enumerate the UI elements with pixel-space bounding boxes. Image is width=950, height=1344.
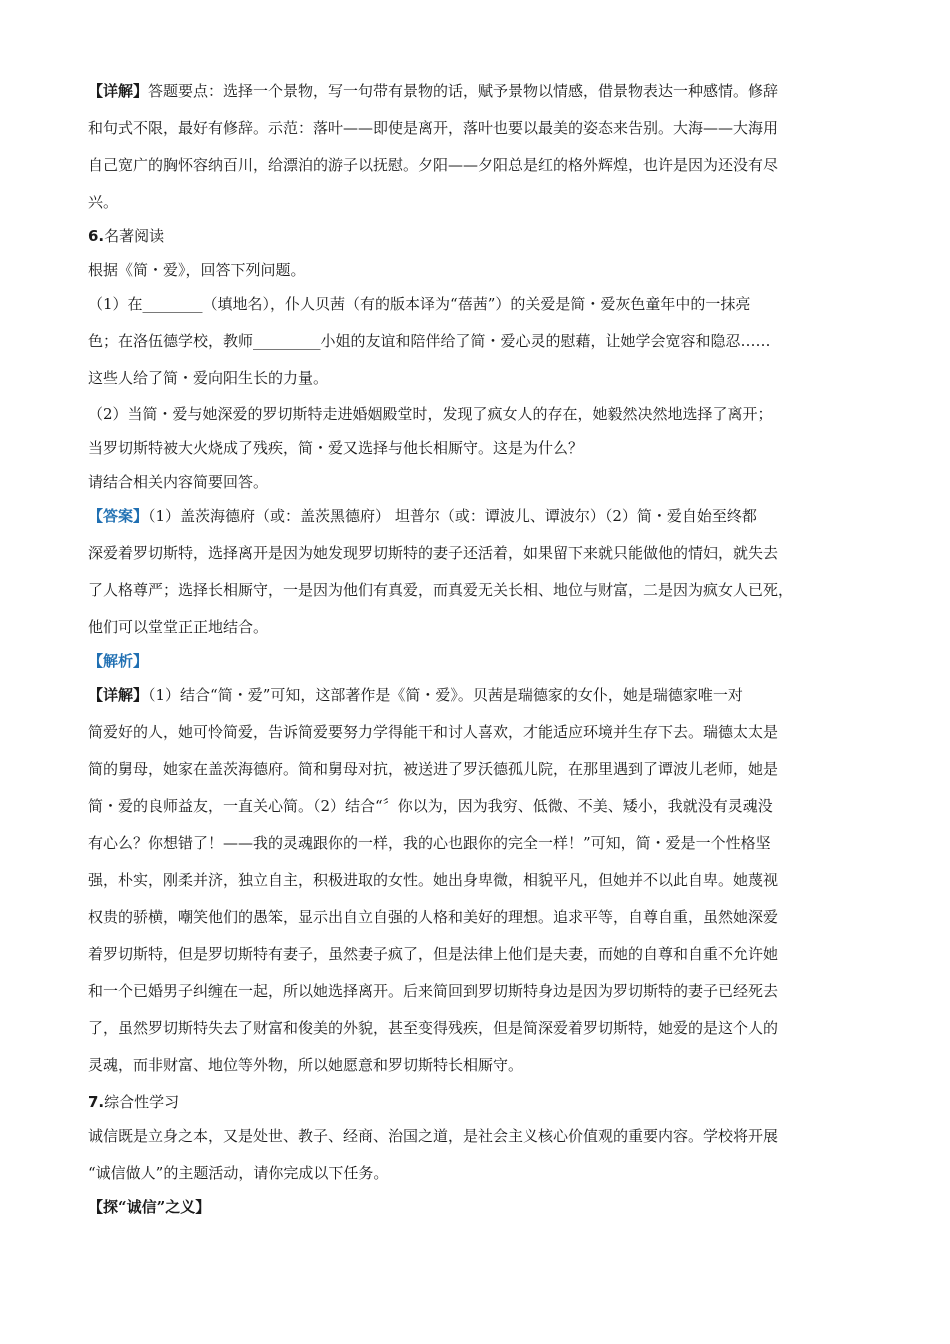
q6-detail-line-10: 了，虽然罗切斯特失去了财富和俊美的外貌，甚至变得残疾，但是简深爱着罗切斯特，她爱的是这个人的 <box>88 1019 779 1037</box>
q6-detail-line-9: 和一个已婚男子纠缠在一起，所以她选择离开。后来简回到罗切斯特身边是因为罗切斯特的妻子已经死去 <box>88 982 779 1000</box>
q7-number: 7. <box>88 1093 105 1111</box>
detail-tag: 【详解】 <box>88 82 149 100</box>
q6-detail-line-1: 【详解】（1）结合“简・爱”可知，这部著作是《简・爱》。贝茜是瑞德家的女仆，她是瑞德家唯一对 <box>88 686 743 704</box>
q6-detail-line-7: 权贵的骄横，嘲笑他们的愚笨，显示出自立自强的人格和美好的理想。追求平等，自尊自重，虽然她深爱 <box>88 908 779 926</box>
prev-detail-line-4: 兴。 <box>88 193 119 211</box>
q7-line-1: 诚信既是立身之本，又是处世、教子、经商、治国之道，是社会主义核心价值观的重要内容。学校将开展 <box>88 1127 779 1145</box>
q6-detail-line-4: 简・爱的良师益友，一直关心简。（2）结合“〞你以为，因为我穷、低微、不美、矮小，我就没有灵魂没 <box>88 797 773 815</box>
q6-detail-line-8: 着罗切斯特，但是罗切斯特有妻子，虽然妻子疯了，但是法律上他们是夫妻，而她的自尊和自重不允许她 <box>88 945 779 963</box>
q6-part2-line-1: （2）当简・爱与她深爱的罗切斯特走进婚姻殿堂时，发现了疯女人的存在，她毅然决然地选择了离开； <box>88 405 773 423</box>
q6-answer-line-2: 深爱着罗切斯特，选择离开是因为她发现罗切斯特的妻子还活着，如果留下来就只能做他的情妇，就失去 <box>88 544 779 562</box>
q7-heading <box>88 1091 179 1113</box>
q6-detail-line-3: 简的舅母，她家在盖茨海德府。简和舅母对抗，被送进了罗沃德孤儿院，在那里遇到了谭波儿老师，她是 <box>88 760 779 778</box>
q6-part1-line-3: 这些人给了简・爱向阳生长的力量。 <box>88 369 329 387</box>
q6-answer-line-3: 了人格尊严；选择长相厮守，一是因为他们有真爱，而真爱无关长相、地位与财富，二是因为疯女人已死， <box>88 581 794 599</box>
prev-detail-line-2: 和句式不限，最好有修辞。示范：落叶——即使是离开，落叶也要以最美的姿态来告别。大海——大海用 <box>88 119 779 137</box>
q6-detail-line-6: 强，朴实，刚柔并济，独立自主，积极进取的女性。她出身卑微，相貌平凡，但她并不以此自卑。她蔑视 <box>88 871 779 889</box>
q6-part1-line-1: （1）在________（填地名），仆人贝茜（有的版本译为“蓓茜”）的关爱是简・爱灰色童年中的一抹亮 <box>88 295 751 313</box>
q6-answer-line-4: 他们可以堂堂正正地结合。 <box>88 618 269 636</box>
detail-tag: 【详解】 <box>88 686 149 704</box>
q6-part2-line-2: 当罗切斯特被大火烧成了残疾，简・爱又选择与他长相厮守。这是为什么？ <box>88 439 584 457</box>
q6-part1-line-2: 色；在洛伍德学校，教师_________小姐的友谊和陪伴给了简・爱心灵的慰藉，让她学会宽容和隐忍…… <box>88 332 771 350</box>
q6-detail-line-2: 简爱好的人，她可怜简爱，告诉简爱要努力学得能干和讨人喜欢，才能适应环境并生存下去。瑞德太太是 <box>88 723 779 741</box>
q7-title: 综合性学习 <box>104 1093 180 1111</box>
q6-intro: 根据《简・爱》，回答下列问题。 <box>88 261 306 279</box>
q6-part2-line-3: 请结合相关内容简要回答。 <box>88 473 269 491</box>
prev-detail-line-3: 自己宽广的胸怀容纳百川，给漂泊的游子以抚慰。夕阳——夕阳总是红的格外辉煌，也许是因为还没有尽 <box>88 156 779 174</box>
q7-line-2: “诚信做人”的主题活动，请你完成以下任务。 <box>88 1164 389 1182</box>
q6-title: 名著阅读 <box>104 227 165 245</box>
q6-heading <box>88 225 164 247</box>
prev-detail-line-1: 【详解】答题要点：选择一个景物，写一句带有景物的话，赋予景物以情感，借景物表达一种感情。修辞 <box>88 82 779 100</box>
q6-detail-line-5: 有心么？你想错了！——我的灵魂跟你的一样，我的心也跟你的完全一样！”可知，简・爱是一个性格坚 <box>88 834 771 852</box>
q6-detail-line-11: 灵魂，而非财富、地位等外物，所以她愿意和罗切斯特长相厮守。 <box>88 1056 524 1074</box>
q6-number: 6. <box>88 227 105 245</box>
answer-tag: 【答案】 <box>88 507 149 525</box>
q6-answer-line-1: 【答案】（1）盖茨海德府（或：盖茨黑德府） 坦普尔（或：谭波儿、谭波尔）（2）简・爱自始至终都 <box>88 507 757 525</box>
analysis-tag: 【解析】 <box>88 652 149 670</box>
q7-section-heading: 【探“诚信”之义】 <box>88 1198 211 1216</box>
